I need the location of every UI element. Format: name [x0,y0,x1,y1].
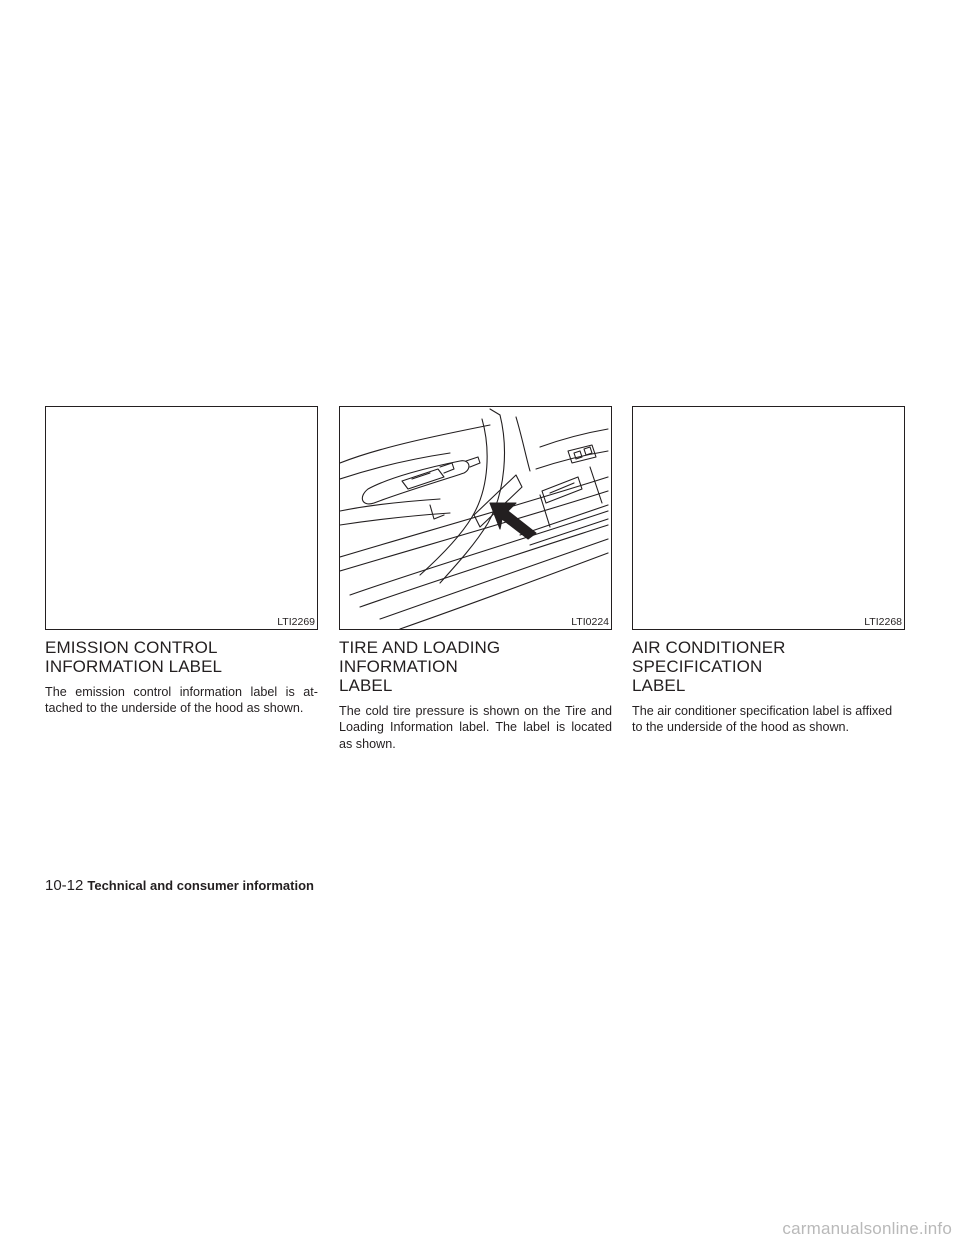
watermark: carmanualsonline.info [782,1219,952,1238]
figure-ac-label [632,406,905,630]
section-air-conditioner [632,406,905,736]
figure-code: LTI2269 [274,617,315,628]
page-footer [45,877,314,894]
heading-line-1: TIRE AND LOADING INFORMATION [339,638,501,676]
heading-line-2: LABEL [632,676,686,695]
heading-line-1: AIR CONDITIONER SPECIFICATION [632,638,786,676]
heading-line-2: INFORMATION LABEL [45,657,223,676]
section-heading [45,638,318,676]
section-body: The cold tire pressure is shown on the Tire and Loading Information label. The label is located as shown. [339,704,612,751]
page-number: 10-12 [45,877,84,894]
figure-code: LTI0224 [568,617,609,628]
section-body: The air conditioner specification label is affixed to the underside of the hood as shown. [632,704,893,735]
section-heading [632,638,905,695]
figure-emission-label [45,406,318,630]
section-tire-loading [339,406,612,752]
door-sill-illustration [340,407,611,629]
figure-code: LTI2268 [861,617,902,628]
section-emission-control [45,406,318,717]
heading-line-1: EMISSION CONTROL [45,638,218,657]
figure-tire-label [339,406,612,630]
section-body: The emission control information label is at-tached to the underside of the hood as shown. [45,685,318,716]
heading-line-2: LABEL [339,676,393,695]
footer-section-title: Technical and consumer information [87,878,314,893]
section-heading [339,638,612,695]
